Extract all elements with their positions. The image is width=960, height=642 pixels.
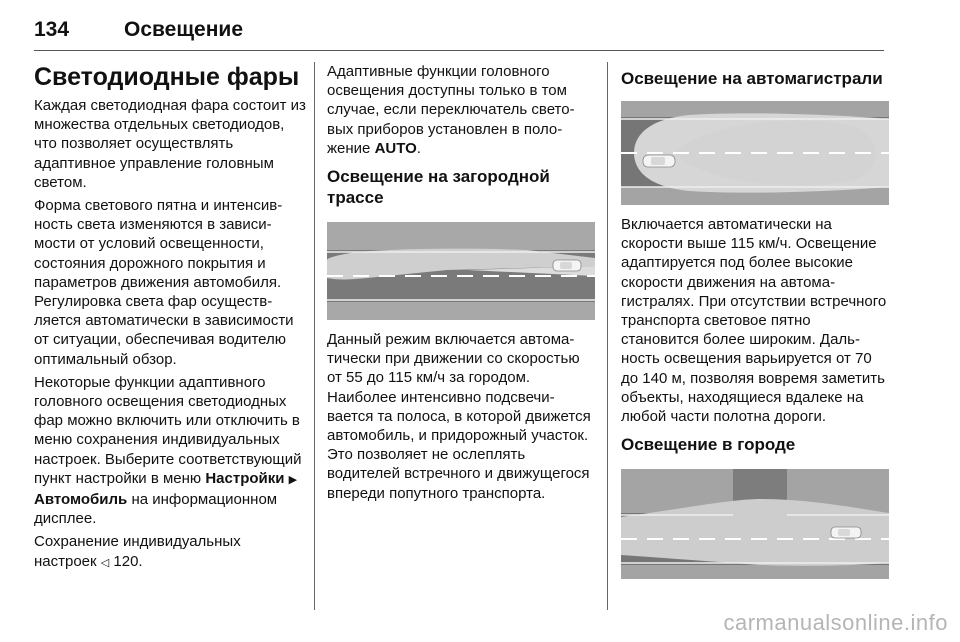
settings-text-end: на информационном дисплее.	[34, 491, 278, 528]
adaptive-text-end: .	[416, 139, 421, 157]
personalization-text: Сохранение индивидуальных настроек	[34, 533, 241, 570]
page-reference[interactable]: 120.	[109, 552, 143, 570]
chapter-title: Освещение	[124, 18, 243, 41]
watermark: carmanualsonline.info	[723, 610, 948, 635]
town-light-illustration	[621, 469, 889, 579]
section-heading-country: Освещение на загородной трассе	[327, 167, 550, 208]
page-header	[34, 18, 884, 52]
column-2	[327, 62, 595, 507]
paragraph-led-intro: Каждая светодиодная фара состоит из множества отдельных светодиодов, что позволяет осуществлять адаптивное управление головным светом.	[34, 97, 306, 191]
paragraph-personalization	[34, 532, 306, 572]
paragraph-settings	[34, 373, 306, 529]
menu-arrow-icon: ▶	[288, 473, 298, 486]
town-light-graphic	[621, 469, 889, 579]
paragraph-motorway-light: Включается автоматически на скорости выше 115 км/ч. Освещение адаптируется под более высокие скорости движения на автомагистралях. При отсутствии встречного транспорта световое пятно становится более широким. Дальность освещения варьируется от 70 до 140 м, позволяя вовремя заметить объекты, находящиеся вдалеке на любой части полотна дороги.	[621, 216, 887, 426]
menu-settings-label: Настройки	[205, 469, 285, 487]
paragraph-country-light: Данный режим включается автоматически при движении со скоростью от 55 до 115 км/ч за городом. Наиболее интенсивно подсвечивается та полоса, в которой движется автомобиль, и придорожный участок. Это позволяет не ослеплять водителей встречного и движущегося впереди попутного транспорта.	[327, 331, 591, 502]
section-heading-town: Освещение в городе	[621, 435, 796, 455]
motorway-light-graphic	[621, 101, 889, 205]
motorway-light-illustration	[621, 101, 889, 205]
column-divider-2	[607, 62, 608, 610]
paragraph-light-shape: Форма светового пятна и интенсивность света изменяются в зависимости от условий освещенности, состояния дорожного покрытия и параметров движения автомобиля. Регулировка света фар осуществляется автоматически в зависимости от ситуации, обеспечивая водителю оптимальный обзор.	[34, 197, 294, 368]
column-3	[621, 62, 889, 579]
column-1	[34, 62, 306, 577]
header-rule	[34, 50, 884, 51]
settings-text: Некоторые функции адаптивного головного освещения светодиодных фар можно включить или отключить в меню сохранения индивидуальных настроек. Выберите соответствующий пункт настройки в меню	[34, 373, 302, 487]
column-divider-1	[314, 62, 315, 610]
page-number: 134	[34, 18, 70, 41]
section-heading-led: Светодиодные фары	[34, 63, 300, 91]
reference-arrow-icon: ◁	[100, 556, 110, 569]
country-light-graphic	[327, 222, 595, 320]
menu-vehicle-label: Автомобиль	[34, 491, 128, 509]
adaptive-text: Адаптивные функции головного освещения доступны только в том случае, если переключатель световых приборов установлен в положение	[327, 63, 575, 157]
section-heading-motorway: Освещение на автомагистрали	[621, 69, 883, 88]
country-light-illustration	[327, 222, 595, 320]
paragraph-adaptive-auto	[327, 62, 595, 158]
auto-position-label: AUTO	[374, 139, 417, 157]
